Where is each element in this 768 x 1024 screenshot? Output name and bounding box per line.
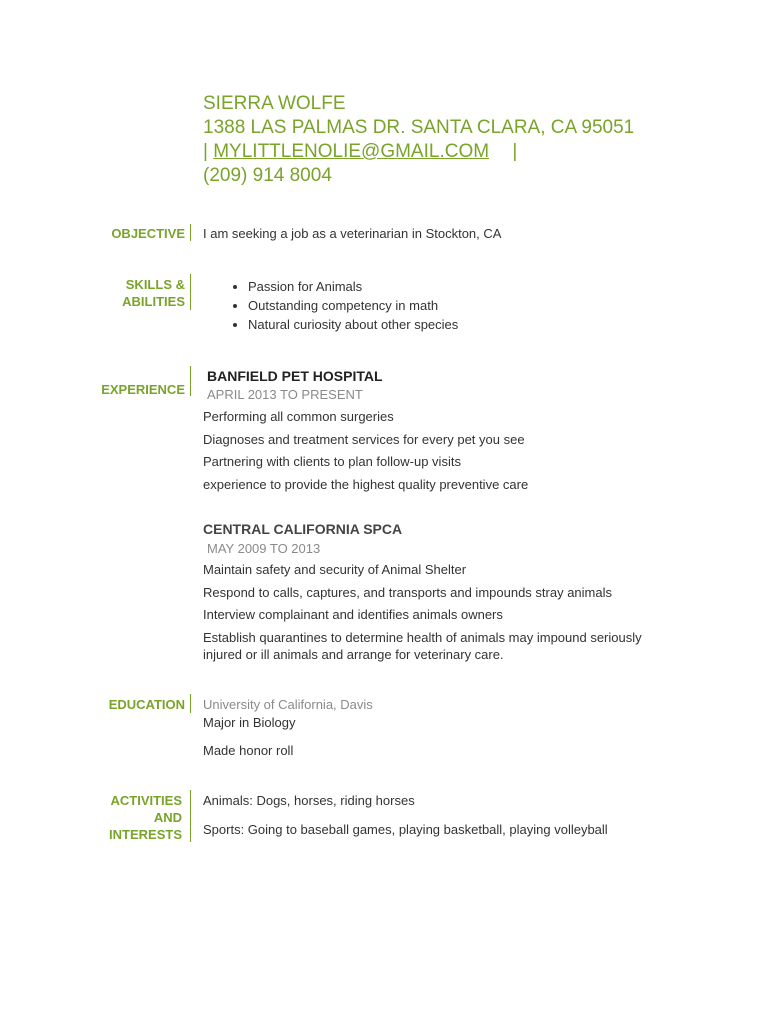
- separator-left: |: [203, 141, 208, 162]
- job-dates: APRIL 2013 TO PRESENT: [207, 387, 363, 402]
- skills-label-line2: ABILITIES: [122, 294, 185, 309]
- education-major: Major in Biology: [203, 715, 296, 730]
- experience-label: EXPERIENCE: [101, 382, 185, 397]
- list-item: • Passion for Animals: [248, 277, 458, 296]
- job-title: BANFIELD PET HOSPITAL: [207, 368, 383, 384]
- activities-label-line3: INTERESTS: [109, 827, 182, 842]
- skills-label: [0, 276, 185, 310]
- activities-animals: Animals: Dogs, horses, riding horses: [203, 793, 415, 808]
- phone: (209) 914 8004: [203, 165, 332, 186]
- skills-divider: [190, 274, 191, 310]
- list-item: • Outstanding competency in math: [248, 296, 458, 315]
- email-line: [203, 140, 634, 164]
- skills-list: [203, 277, 458, 334]
- separator-right: |: [512, 141, 518, 162]
- job-title: CENTRAL CALIFORNIA SPCA: [203, 521, 403, 537]
- activities-label-line1: ACTIVITIES: [110, 793, 182, 808]
- skills-label-line1: SKILLS &: [125, 277, 185, 292]
- education-divider: [190, 694, 191, 713]
- candidate-name: SIERRA WOLFE: [203, 93, 346, 114]
- education-label: EDUCATION: [108, 697, 185, 712]
- list-item: • Natural curiosity about other species: [248, 315, 458, 334]
- job-duty: Maintain safety and security of Animal Shelter: [203, 562, 467, 577]
- objective-label: OBJECTIVE: [111, 226, 185, 241]
- resume-header: [203, 92, 634, 188]
- education-school: University of California, Davis: [203, 697, 373, 712]
- activities-divider: [190, 790, 191, 842]
- job-duty: Partnering with clients to plan follow-up visits: [203, 454, 461, 469]
- experience-divider: [190, 366, 191, 396]
- objective-divider: [190, 224, 191, 241]
- job-duty: Interview complainant and identifies animals owners: [203, 607, 503, 622]
- job-duty: Establish quarantines to determine health of animals may impound seriously injured or ill animals and arrange for veterinary care.: [203, 630, 642, 662]
- activities-sports: Sports: Going to baseball games, playing basketball, playing volleyball: [203, 822, 608, 837]
- job-duty: experience to provide the highest quality preventive care: [203, 477, 529, 492]
- education-honor: Made honor roll: [203, 743, 294, 758]
- activities-label-line2: AND: [153, 810, 182, 825]
- job-duty: Performing all common surgeries: [203, 409, 394, 424]
- job-duty: Diagnoses and treatment services for every pet you see: [203, 432, 525, 447]
- activities-label: [0, 792, 182, 843]
- job-dates: MAY 2009 TO 2013: [207, 541, 321, 556]
- email-link[interactable]: MYLITTLENOLIE@GMAIL.COM: [213, 141, 490, 162]
- objective-text: I am seeking a job as a veterinarian in Stockton, CA: [203, 226, 502, 241]
- address: 1388 LAS PALMAS DR. SANTA CLARA, CA 95051: [203, 117, 635, 138]
- job-duty: Respond to calls, captures, and transports and impounds stray animals: [203, 585, 612, 600]
